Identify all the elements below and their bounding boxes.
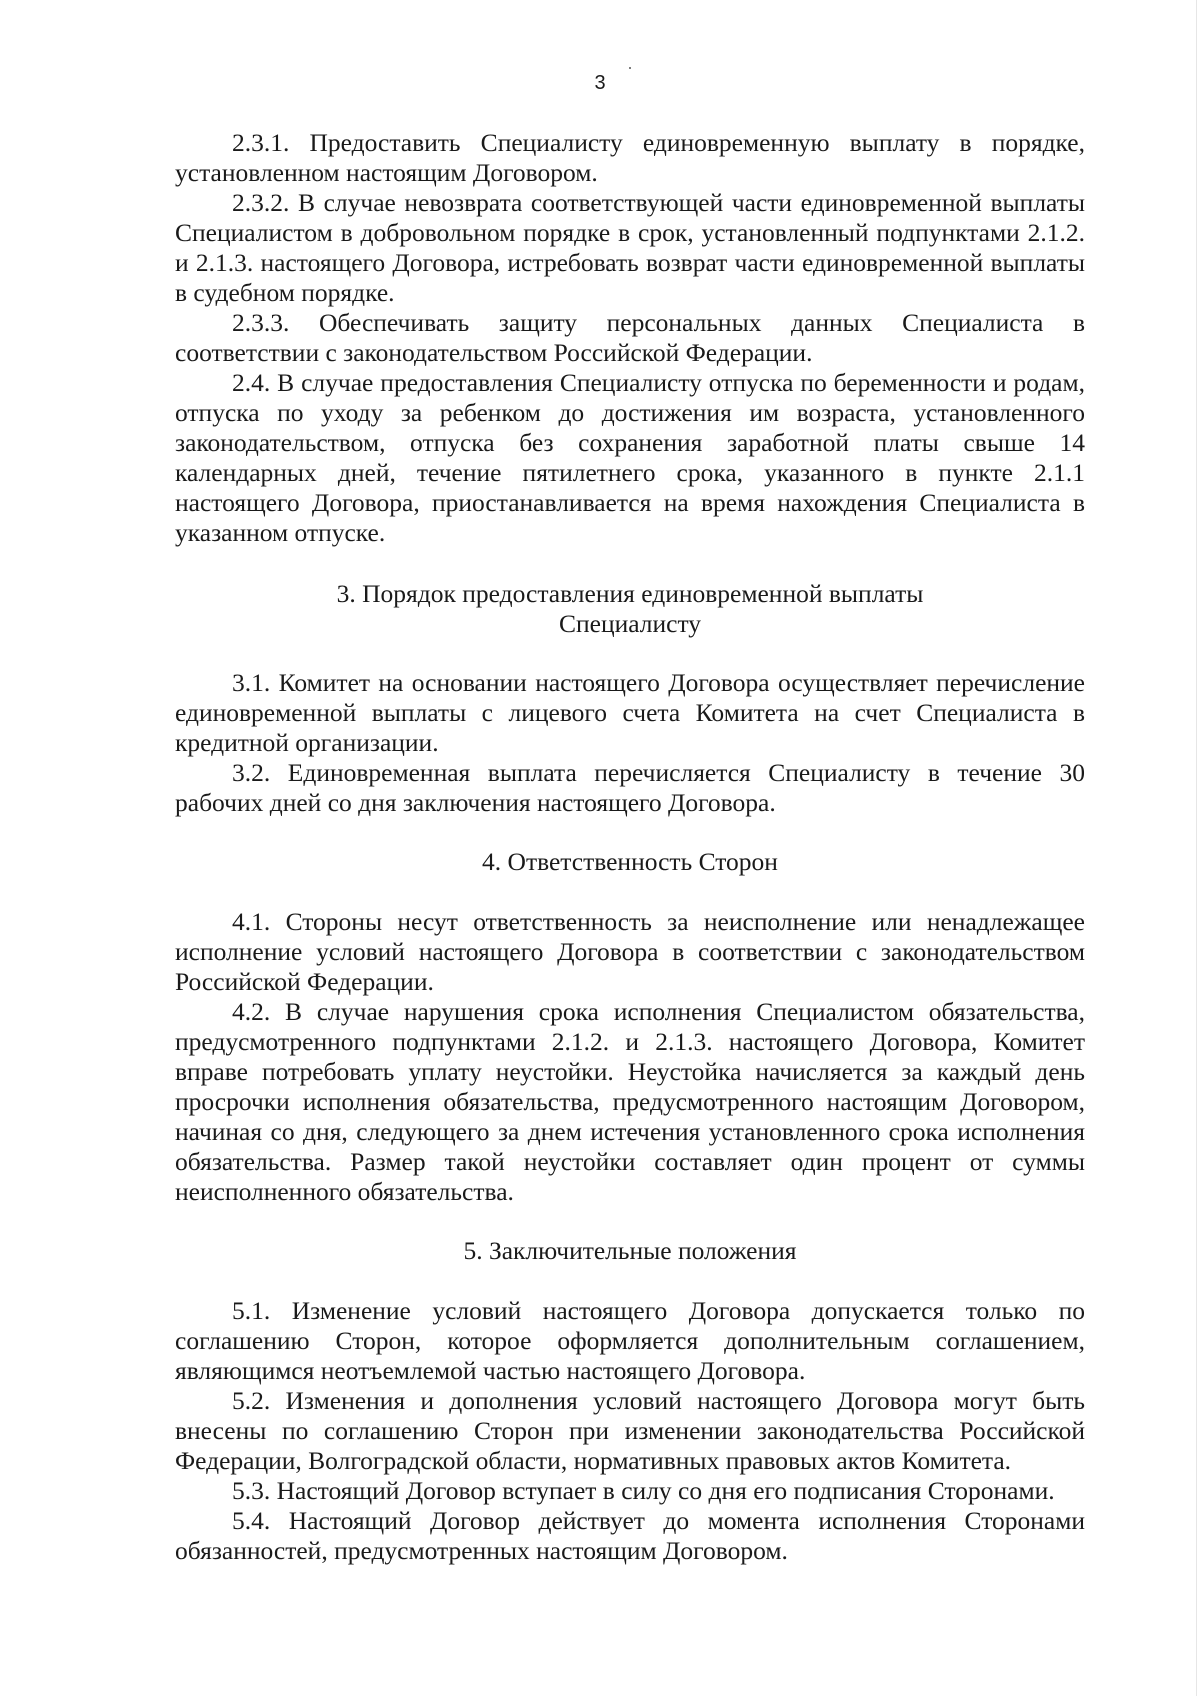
clause-3-1: 3.1. Комитет на основании настоящего Договора осуществляет перечисление единовременной выплаты с лицевого счета Комитета на счет Специалиста в кредитной организации. (175, 668, 1085, 757)
clause-5-1: 5.1. Изменение условий настоящего Договора допускается только по соглашению Сторон, которое оформляется дополнительным соглашением, являющимся неотъемлемой частью настоящего Договора. (175, 1296, 1085, 1385)
clause-2-3-3: 2.3.3. Обеспечивать защиту персональных данных Специалиста в соответствии с законодательством Российской Федерации. (175, 308, 1085, 367)
section-4-heading (175, 847, 1085, 877)
clause-5-3: 5.3. Настоящий Договор вступает в силу со дня его подписания Сторонами. (232, 1476, 1055, 1505)
clause-4-1: 4.1. Стороны несут ответственность за неисполнение или ненадлежащее исполнение условий настоящего Договора в соответствии с законодательством Российской Федерации. (175, 907, 1085, 996)
document-body (175, 128, 1085, 1566)
scan-edge-line (1196, 0, 1197, 1696)
page-number: 3 (594, 72, 606, 94)
clause-5-2: 5.2. Изменения и дополнения условий настоящего Договора могут быть внесены по соглашению Сторон при изменении законодательства Российской Федерации, Волгоградской области, нормативных правовых актов Комитета. (175, 1386, 1085, 1475)
clause-2-4: 2.4. В случае предоставления Специалисту отпуска по беременности и родам, отпуска по уходу за ребенком до достижения им возраста, установленного законодательством, отпуска без сохранения заработной платы свыше 14 календарных дней, течение пятилетнего срока, указанного в пункте 2.1.1 настоящего Договора, приостанавливается на время нахождения Специалиста в указанном отпуске. (175, 368, 1085, 547)
clause-2-3-1: 2.3.1. Предоставить Специалисту единовременную выплату в порядке, установленном настоящим Договором. (175, 128, 1085, 187)
section-5-heading (175, 1236, 1085, 1266)
clause-4-2: 4.2. В случае нарушения срока исполнения Специалистом обязательства, предусмотренного подпунктами 2.1.2. и 2.1.3. настоящего Договора, Комитет вправе потребовать уплату неустойки. Неустойка начисляется за каждый день просрочки исполнения обязательства, предусмотренного настоящим Договором, начиная со дня, следующего за днем истечения установленного срока исполнения обязательства. Размер такой неустойки составляет один процент от суммы неисполненного обязательства. (175, 997, 1085, 1206)
scan-artifact-dot (629, 67, 631, 69)
clause-3-2: 3.2. Единовременная выплата перечисляется Специалисту в течение 30 рабочих дней со дня заключения настоящего Договора. (175, 758, 1085, 817)
section-3-title-line-1: 3. Порядок предоставления единовременной выплаты (336, 579, 924, 608)
section-3-heading (175, 579, 1085, 639)
section-4-title: 4. Ответственность Сторон (482, 847, 778, 876)
section-5-title: 5. Заключительные положения (463, 1236, 797, 1265)
section-3-title-line-2: Специалисту (558, 609, 702, 638)
clause-2-3-2: 2.3.2. В случае невозврата соответствующей части единовременной выплаты Специалистом в добровольном порядке в срок, установленный подпунктами 2.1.2. и 2.1.3. настоящего Договора, истребовать возврат части единовременной выплаты в судебном порядке. (175, 188, 1085, 307)
clause-5-4: 5.4. Настоящий Договор действует до момента исполнения Сторонами обязанностей, предусмотренных настоящим Договором. (175, 1506, 1085, 1565)
